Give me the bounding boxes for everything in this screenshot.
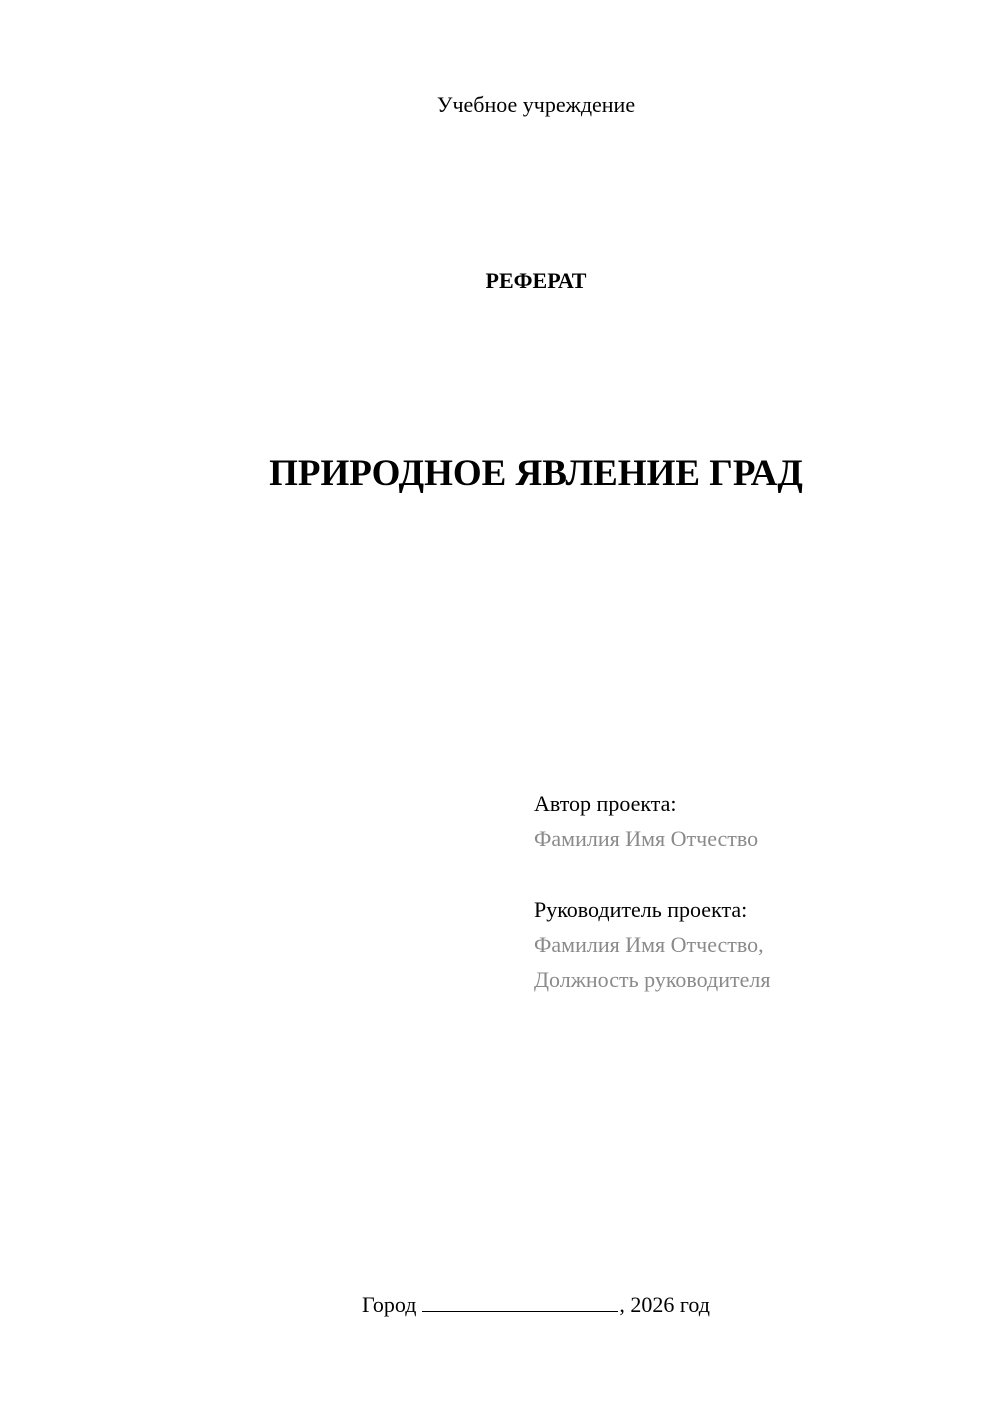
document-title: ПРИРОДНОЕ ЯВЛЕНИЕ ГРАД: [269, 453, 803, 494]
footer-city-year: [0, 1290, 1000, 1320]
institution-name: Учебное учреждение: [436, 92, 636, 117]
project-info-block: [534, 786, 770, 997]
year-text: , 2026 год: [619, 1292, 710, 1317]
city-label: Город: [362, 1292, 417, 1317]
supervisor-name: Фамилия Имя Отчество,: [534, 932, 764, 957]
supervisor-position: Должность руководителя: [534, 967, 771, 992]
author-label: Автор проекта:: [534, 791, 677, 816]
author-name: Фамилия Имя Отчество: [534, 826, 759, 851]
document-type: РЕФЕРАТ: [485, 268, 587, 293]
info-spacer: [534, 856, 770, 892]
supervisor-label: Руководитель проекта:: [534, 897, 748, 922]
city-blank-line: [422, 1290, 618, 1312]
